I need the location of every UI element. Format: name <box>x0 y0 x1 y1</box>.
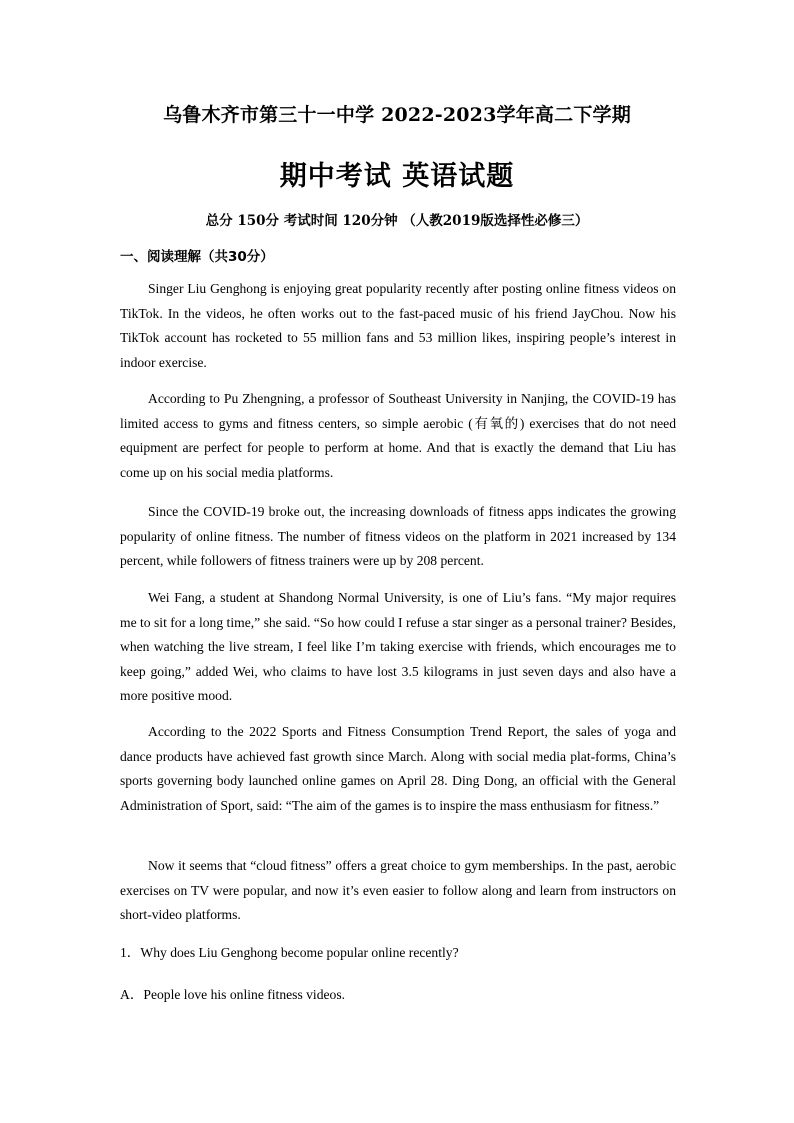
question-1: 1．Why does Liu Genghong become popular online recently? <box>120 945 459 960</box>
passage-paragraph-3: Since the COVID-19 broke out, the increasing downloads of fitness apps indicates the growing popularity of online fitness. The number of fitness videos on the platform in 2021 increased by 134 percent, while followers of fitness trainers were up by 208 percent. <box>120 504 676 568</box>
passage-paragraph-2: According to Pu Zhengning, a professor of Southeast University in Nanjing, the COVID-19 has limited access to gyms and fitness centers, so simple aerobic (有氧的) exercises that do not need equipment are perfect for people to perform at home. And that is exactly the demand that Liu has come up on his social media platforms. <box>120 391 676 480</box>
passage-paragraph-5: According to the 2022 Sports and Fitness Consumption Trend Report, the sales of yoga and dance products have achieved fast growth since March. Along with social media plat-forms, China’s sports governing body launched online games on April 28. Ding Dong, an official with the General Administration of Sport, said: “The aim of the games is to inspire the mass enthusiasm for fitness.” <box>120 724 676 813</box>
passage-paragraph-6: Now it seems that “cloud fitness” offers a great choice to gym memberships. In the past, aerobic exercises on TV were popular, and now it’s even easier to follow along and learn from instructors on short-video platforms. <box>120 858 676 922</box>
exam-title-subject: 期中考试 英语试题 <box>279 161 515 192</box>
section-heading: 一、阅读理解（共30分） <box>120 249 274 265</box>
passage-paragraph-4: Wei Fang, a student at Shandong Normal University, is one of Liu’s fans. “My major requires me to sit for a long time,” she said. “So how could I refuse a star singer as a personal trainer? Besides, when watching the live stream, I feel like I’m taking exercise with friends, which encourages me to keep going,” added Wei, who claims to have lost 3.5 kilograms in just seven days and also have a more positive mood. <box>120 590 676 703</box>
exam-subtitle: 总分 150分 考试时间 120分钟 （人教2019版选择性必修三） <box>205 213 589 229</box>
question-1-option-a: A．People love his online fitness videos. <box>120 987 346 1002</box>
exam-title-school: 乌鲁木齐市第三十一中学 2022-2023学年高二下学期 <box>163 104 631 126</box>
passage-paragraph-1: Singer Liu Genghong is enjoying great popularity recently after posting online fitness videos on TikTok. In the videos, he often works out to the fast-paced music of his friend JayChou. Now his TikTok account has rocketed to 55 million fans and 53 million likes, inspiring people’s interest in indoor exercise. <box>120 281 676 370</box>
